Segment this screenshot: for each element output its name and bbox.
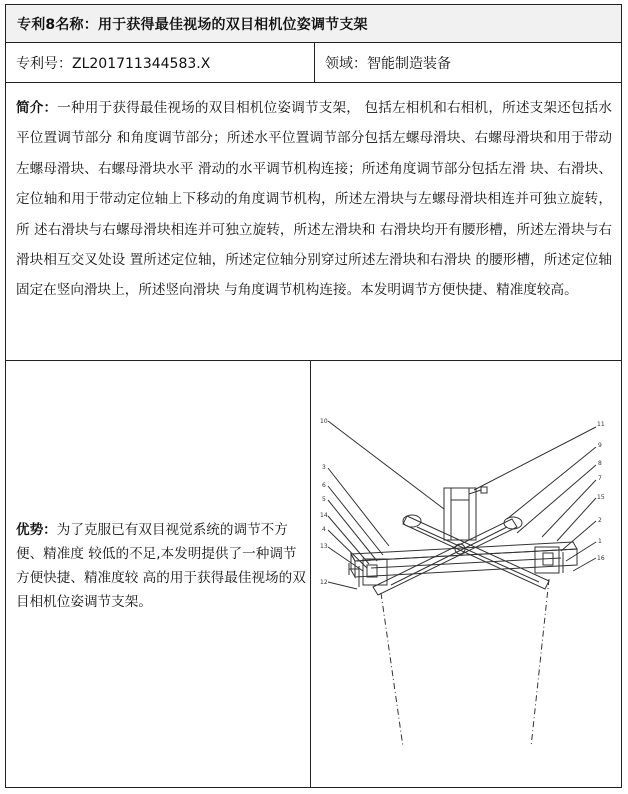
patent-number-cell	[6, 43, 315, 82]
leader-line	[557, 498, 596, 541]
callout-label: 15	[597, 494, 605, 501]
advantage-cell	[6, 361, 311, 787]
leader-line	[328, 421, 444, 509]
leader-line	[566, 542, 596, 561]
camera-bracket-drawing	[311, 361, 621, 787]
callout-label: 14	[320, 512, 328, 519]
callout-label: 10	[320, 418, 328, 425]
callout-label: 1	[598, 538, 602, 545]
adjust-screw	[469, 490, 481, 494]
callout-label: 13	[320, 543, 328, 550]
angle-adjust-knob	[451, 488, 469, 500]
patent-title: 专利8名称：用于获得最佳视场的双目相机位姿调节支架	[17, 17, 368, 33]
abstract-label: 简介：	[16, 100, 58, 116]
left-camera-mount	[367, 565, 377, 577]
patent-number: 专利号：ZL201711344583.X	[16, 56, 211, 72]
leader-line	[328, 468, 389, 546]
lead-screw	[371, 558, 561, 568]
screw-head	[481, 487, 487, 493]
advantage-text: 为了克服已有双目视觉系统的调节不方便、精准度 较低的不足,本发明提供了一种调节方便快捷、精准度较 高的用于获得最佳视场的双目相机位姿调节支架。	[16, 522, 306, 610]
callout-label: 2	[598, 517, 602, 524]
leader-line	[328, 530, 367, 568]
right-view-line	[531, 579, 549, 747]
advantage-label: 优势：	[16, 522, 57, 538]
callout-label: 11	[597, 421, 605, 428]
callout-label: 4	[322, 526, 326, 533]
callout-label: 8	[598, 460, 602, 467]
advantage-row	[6, 361, 621, 787]
vertical-slider-block	[444, 488, 476, 540]
patent-card	[5, 4, 622, 788]
title-row	[6, 5, 621, 43]
field-cell	[315, 43, 621, 82]
leader-line	[517, 465, 596, 533]
figure-cell	[311, 361, 621, 787]
callout-label: 6	[322, 482, 326, 489]
leader-line	[561, 521, 596, 551]
callout-label: 12	[320, 579, 328, 586]
callout-label: 7	[598, 475, 602, 482]
leader-line	[328, 516, 369, 564]
leader-line	[507, 447, 596, 519]
advantage	[16, 518, 306, 614]
callout-label: 3	[322, 464, 326, 471]
callout-label: 16	[597, 555, 605, 562]
leader-line	[328, 486, 383, 555]
arm-end	[504, 517, 522, 529]
abstract	[16, 93, 612, 306]
left-view-line	[381, 593, 403, 747]
leader-line	[573, 558, 596, 571]
meta-row	[6, 43, 621, 83]
callout-label: 9	[598, 442, 602, 449]
leader-line	[328, 582, 357, 589]
abstract-row	[6, 83, 621, 361]
abstract-text: 一种用于获得最佳视场的双目相机位姿调节支架， 包括左相机和右相机，所述支架还包括水平位置调节部分 和角度调节部分；所述水平位置调节部分包括左螺母滑块、右螺母滑块和用于带动左螺母滑块、右螺母滑块水平 滑动的水平调节机构连接；所述角度调节部分包括左滑 块、右滑块、定位轴和用于带动定位轴上下移动的角度调节机构，所述左滑块与左螺母滑块相连并可独立旋转，所 述右滑块与右螺母滑块相连并可独立旋转，所述左滑块和 右滑块均开有腰形槽，所述左滑块与右滑块相互交叉处设 置所述定位轴，所述定位轴分别穿过所述左滑块和右滑块 的腰形槽，所述定位轴固定在竖向滑块上，所述竖向滑块 与角度调节机构连接。本发明调节方便快捷、精准度较高。	[16, 100, 612, 299]
patent-field: 领域：智能制造装备	[325, 56, 451, 72]
callout-label: 5	[322, 496, 326, 503]
